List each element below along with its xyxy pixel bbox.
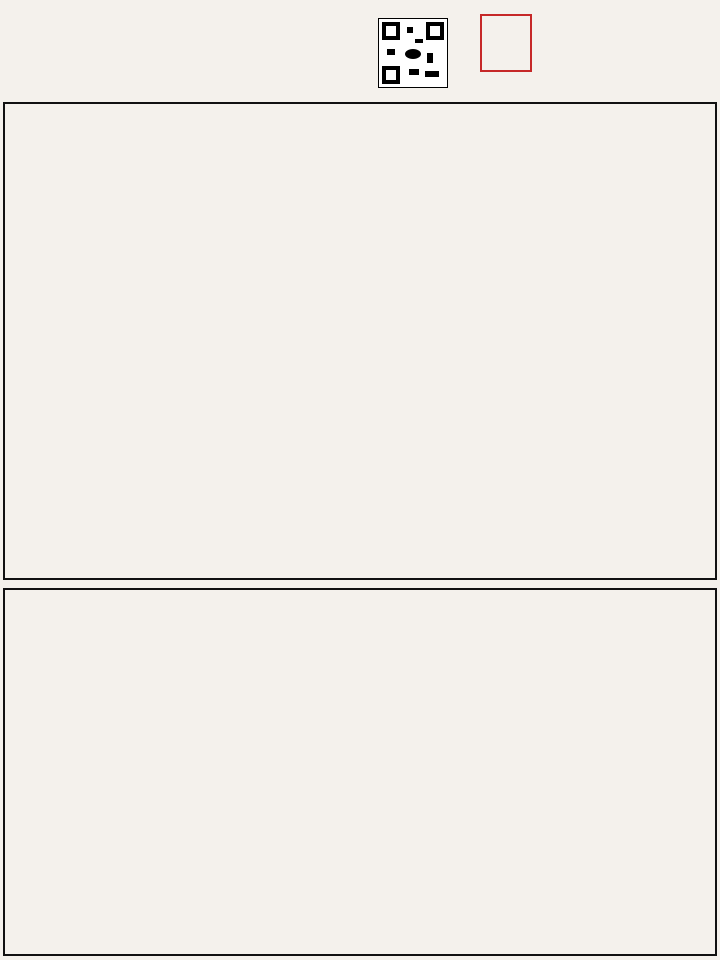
qr-code-icon[interactable] (378, 18, 448, 88)
years-grid (3, 588, 717, 956)
seal-stamp (480, 14, 532, 72)
pillars-grid (3, 102, 717, 580)
